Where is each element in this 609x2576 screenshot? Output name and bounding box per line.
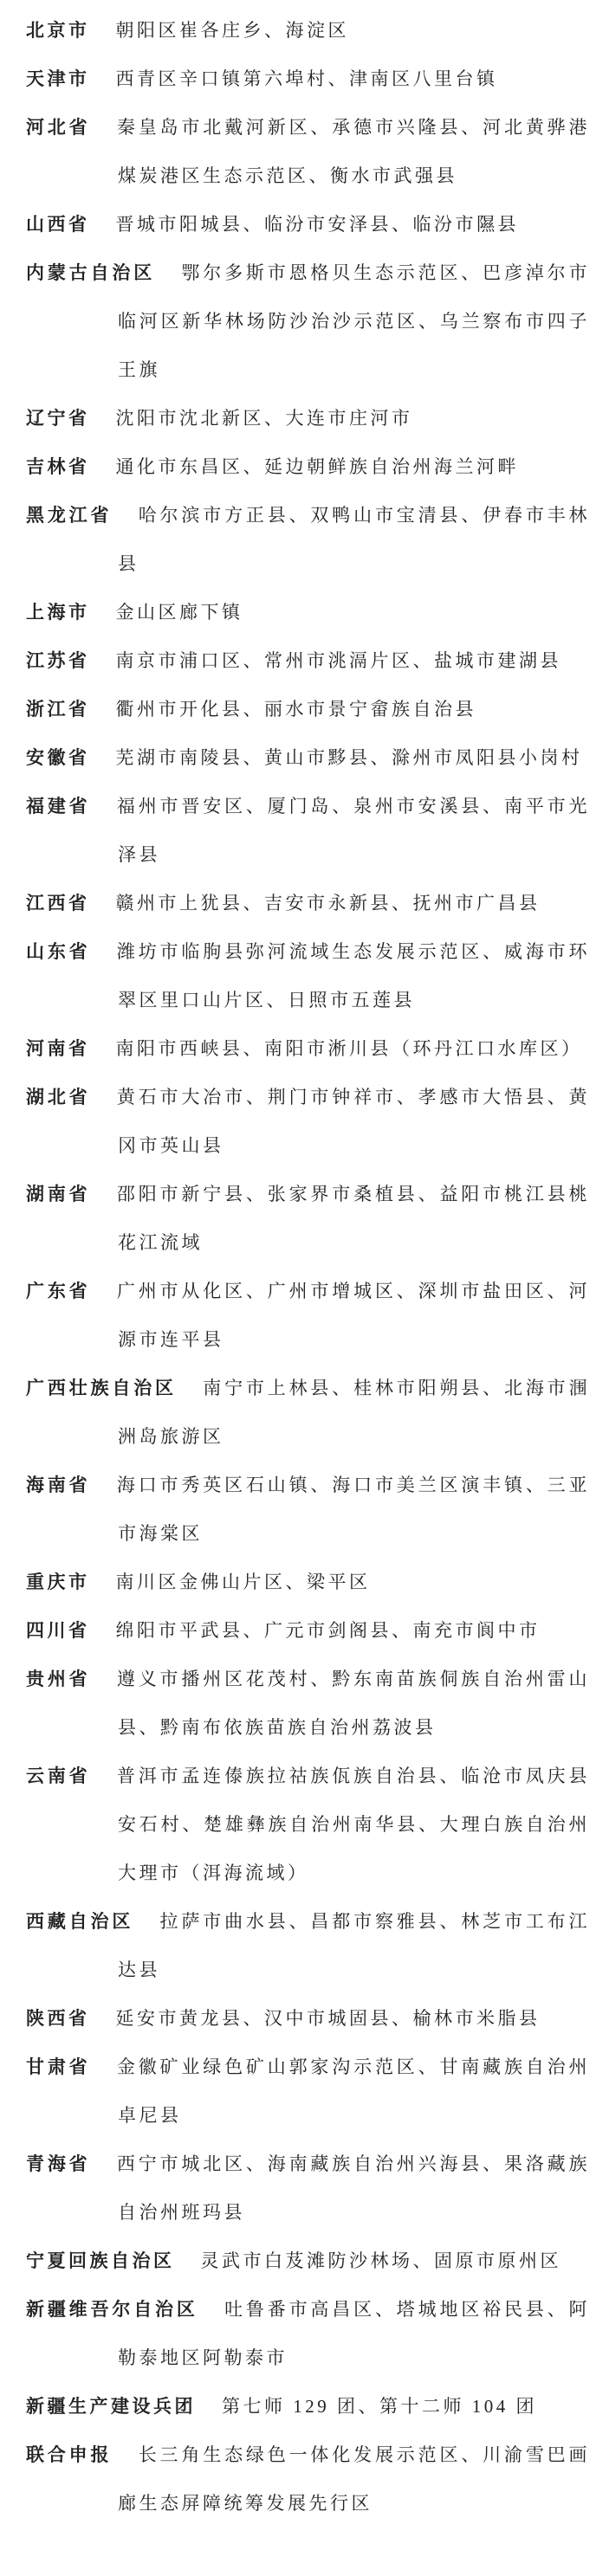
region-label: 上海市 <box>26 602 90 623</box>
region-label: 内蒙古自治区 <box>26 262 156 283</box>
region-label: 山东省 <box>26 941 91 962</box>
region-label: 湖北省 <box>26 1087 91 1107</box>
list-entry <box>26 1655 590 1752</box>
list-entry <box>26 733 590 782</box>
region-label: 黑龙江省 <box>26 505 113 526</box>
region-label: 安徽省 <box>26 747 90 768</box>
areas-text: 晋城市阳城县、临汾市安泽县、临汾市隰县 <box>115 214 519 235</box>
areas-text: 赣州市上犹县、吉安市永新县、抚州市广昌县 <box>115 893 541 914</box>
areas-text: 福州市晋安区、厦门岛、泉州市安溪县、南平市光泽县 <box>116 796 591 865</box>
areas-text: 通化市东昌区、延边朝鲜族自治州海兰河畔 <box>115 456 519 477</box>
region-label: 四川省 <box>26 1620 90 1641</box>
list-entry <box>26 1364 590 1461</box>
list-entry <box>26 1073 590 1170</box>
list-entry <box>26 588 590 636</box>
areas-text: 金徽矿业绿色矿山郭家沟示范区、甘南藏族自治州卓尼县 <box>116 2056 591 2126</box>
areas-text: 南宁市上林县、桂林市阳朔县、北海市涠洲岛旅游区 <box>118 1378 591 1447</box>
areas-text: 西宁市城北区、海南藏族自治州兴海县、果洛藏族自治州班玛县 <box>116 2153 591 2223</box>
list-entry <box>26 1897 590 1994</box>
region-label: 广西壮族自治区 <box>26 1378 177 1398</box>
areas-text: 第七师 129 团、第十二师 104 团 <box>222 2396 537 2417</box>
list-entry <box>26 200 590 249</box>
region-label: 河北省 <box>26 117 91 138</box>
region-label: 陕西省 <box>26 2008 90 2029</box>
region-label: 西藏自治区 <box>26 1911 134 1932</box>
areas-text: 秦皇岛市北戴河新区、承德市兴隆县、河北黄骅港煤炭港区生态示范区、衡水市武强县 <box>116 117 591 186</box>
region-label: 广东省 <box>26 1281 91 1301</box>
list-entry <box>26 1994 590 2043</box>
areas-text: 衢州市开化县、丽水市景宁畲族自治县 <box>115 699 476 720</box>
region-label: 联合申报 <box>26 2444 113 2465</box>
region-label: 海南省 <box>26 1475 91 1495</box>
list-entry <box>26 2043 590 2140</box>
areas-text: 延安市黄龙县、汉中市城固县、榆林市米脂县 <box>115 2008 541 2029</box>
region-label: 云南省 <box>26 1766 91 1786</box>
region-label: 甘肃省 <box>26 2056 91 2077</box>
region-label: 河南省 <box>26 1038 90 1059</box>
areas-text: 南阳市西峡县、南阳市淅川县（环丹江口水库区） <box>115 1038 583 1059</box>
areas-text: 海口市秀英区石山镇、海口市美兰区演丰镇、三亚市海棠区 <box>116 1475 591 1544</box>
list-entry <box>26 1606 590 1655</box>
list-entry <box>26 685 590 733</box>
region-label: 福建省 <box>26 796 91 817</box>
region-list <box>26 6 590 2528</box>
areas-text: 金山区廊下镇 <box>115 602 243 623</box>
list-entry <box>26 2382 590 2431</box>
areas-text: 灵武市白芨滩防沙林场、固原市原州区 <box>200 2250 561 2271</box>
list-entry <box>26 1170 590 1267</box>
list-entry <box>26 55 590 103</box>
region-label: 重庆市 <box>26 1572 90 1592</box>
list-entry <box>26 2431 590 2528</box>
list-entry <box>26 103 590 200</box>
list-entry <box>26 249 590 394</box>
list-entry <box>26 1558 590 1606</box>
list-entry <box>26 636 590 685</box>
list-entry <box>26 394 590 442</box>
areas-text: 普洱市孟连傣族拉祜族佤族自治县、临沧市凤庆县安石村、楚雄彝族自治州南华县、大理白族自治州大理市（洱海流域） <box>116 1766 591 1883</box>
list-entry <box>26 2285 590 2382</box>
region-label: 辽宁省 <box>26 408 90 429</box>
list-entry <box>26 6 590 55</box>
region-label: 新疆生产建设兵团 <box>26 2396 196 2417</box>
areas-text: 南川区金佛山片区、梁平区 <box>115 1572 371 1592</box>
list-entry <box>26 927 590 1024</box>
region-label: 湖南省 <box>26 1184 91 1204</box>
areas-text: 邵阳市新宁县、张家界市桑植县、益阳市桃江县桃花江流域 <box>116 1184 591 1253</box>
areas-text: 黄石市大冶市、荆门市钟祥市、孝感市大悟县、黄冈市英山县 <box>116 1087 591 1156</box>
areas-text: 南京市浦口区、常州市洮滆片区、盐城市建湖县 <box>115 650 561 671</box>
region-label: 吉林省 <box>26 456 90 477</box>
list-entry <box>26 1461 590 1558</box>
areas-text: 广州市从化区、广州市增城区、深圳市盐田区、河源市连平县 <box>116 1281 591 1350</box>
areas-text: 长三角生态绿色一体化发展示范区、川渝雪巴画廊生态屏障统筹发展先行区 <box>118 2444 591 2514</box>
areas-text: 吐鲁番市高昌区、塔城地区裕民县、阿勒泰地区阿勒泰市 <box>118 2299 591 2368</box>
region-label: 江苏省 <box>26 650 90 671</box>
region-label: 青海省 <box>26 2153 91 2174</box>
areas-text: 潍坊市临朐县弥河流域生态发展示范区、威海市环翠区里口山片区、日照市五莲县 <box>116 941 591 1010</box>
areas-text: 绵阳市平武县、广元市剑阁县、南充市阆中市 <box>115 1620 541 1641</box>
region-label: 天津市 <box>26 68 90 89</box>
region-label: 北京市 <box>26 20 90 41</box>
areas-text: 朝阳区崔各庄乡、海淀区 <box>115 20 349 41</box>
region-label: 贵州省 <box>26 1669 91 1689</box>
areas-text: 芜湖市南陵县、黄山市黟县、滁州市凤阳县小岗村 <box>115 747 583 768</box>
areas-text: 沈阳市沈北新区、大连市庄河市 <box>115 408 413 429</box>
region-label: 浙江省 <box>26 699 90 720</box>
list-entry <box>26 1024 590 1073</box>
list-entry <box>26 2237 590 2285</box>
list-entry <box>26 2140 590 2237</box>
region-label: 山西省 <box>26 214 90 235</box>
region-label: 宁夏回族自治区 <box>26 2250 175 2271</box>
region-label: 江西省 <box>26 893 90 914</box>
region-label: 新疆维吾尔自治区 <box>26 2299 198 2320</box>
list-entry <box>26 1267 590 1364</box>
areas-text: 哈尔滨市方正县、双鸭山市宝清县、伊春市丰林县 <box>118 505 591 574</box>
areas-text: 鄂尔多斯市恩格贝生态示范区、巴彦淖尔市临河区新华林场防沙治沙示范区、乌兰察布市四子王旗 <box>118 262 591 380</box>
areas-text: 拉萨市曲水县、昌都市察雅县、林芝市工布江达县 <box>118 1911 591 1980</box>
list-entry <box>26 1752 590 1897</box>
list-entry <box>26 491 590 588</box>
list-entry <box>26 879 590 927</box>
list-entry <box>26 442 590 491</box>
areas-text: 西青区辛口镇第六埠村、津南区八里台镇 <box>115 68 498 89</box>
areas-text: 遵义市播州区花茂村、黔东南苗族侗族自治州雷山县、黔南布依族苗族自治州荔波县 <box>116 1669 591 1738</box>
list-entry <box>26 782 590 879</box>
